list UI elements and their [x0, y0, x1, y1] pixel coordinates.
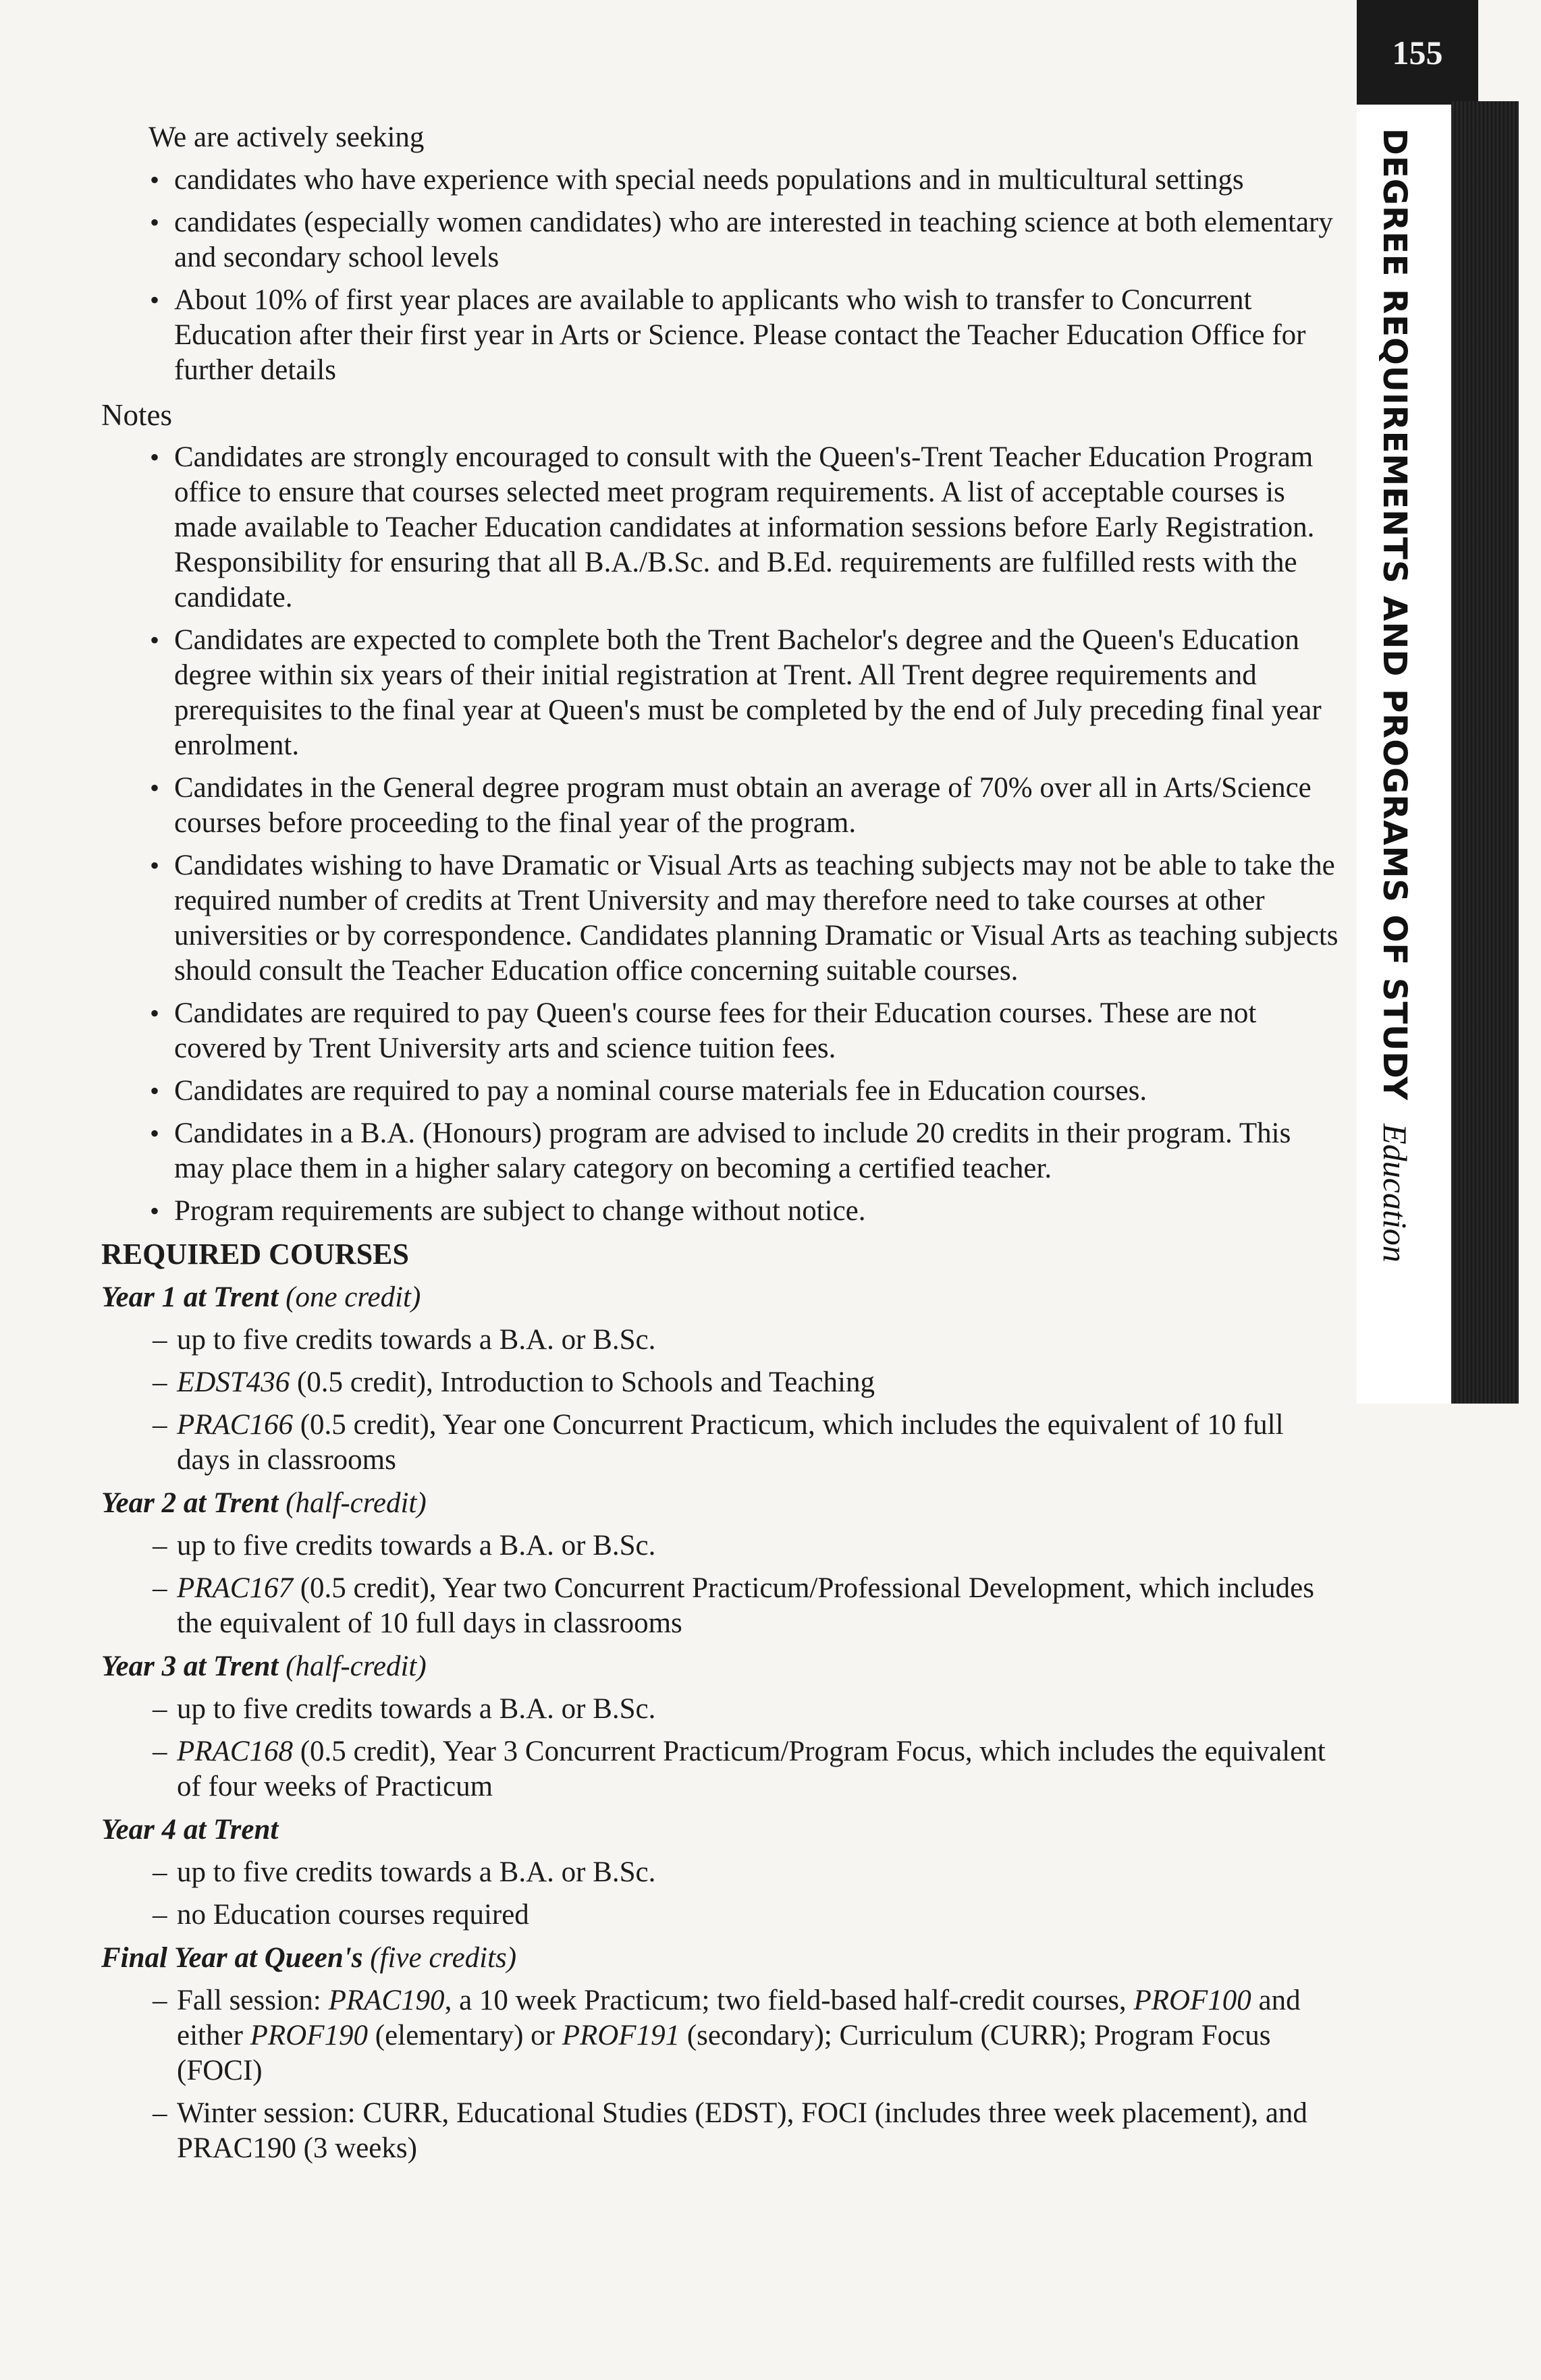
final-year-heading	[101, 1941, 1343, 1976]
list-item: – up to five credits towards a B.A. or B.Sc.	[153, 1324, 656, 1356]
list-item-text: Candidates wishing to have Dramatic or Visual Arts as teaching subjects may not be able to take the required number of credits at Trent University and may therefore need to take courses at other universities or by correspondence. Candidates planning Dramatic or Visual Arts as teaching subjects should consult the Teacher Education office concerning suitable courses.	[174, 850, 1339, 987]
list-item	[101, 283, 1343, 388]
year-title: Year 4 at Trent	[101, 1814, 279, 1846]
list-item	[101, 205, 1343, 275]
list-item: – up to five credits towards a B.A. or B.Sc.	[153, 1856, 656, 1888]
list-item: – PRAC167 (0.5 credit), Year two Concurrent Practicum/Professional Development, which includes the equivalent of 10 full days in classrooms	[153, 1572, 1314, 1639]
list-item	[101, 1194, 1343, 1229]
list-item	[101, 163, 1343, 198]
notes-list	[101, 440, 1343, 1229]
bullet-icon: •	[150, 1196, 160, 1226]
required-courses-heading: REQUIRED COURSES	[101, 1238, 409, 1271]
year-3-list	[101, 1692, 1343, 1804]
course-code: PROF191	[562, 2020, 680, 2051]
bullet-icon: •	[150, 998, 160, 1028]
list-item: – up to five credits towards a B.A. or B.Sc.	[153, 1530, 656, 1561]
list-item: – PRAC168 (0.5 credit), Year 3 Concurrent Practicum/Program Focus, which includes the equivalent of four weeks of Practicum	[153, 1736, 1326, 1802]
bullet-icon: •	[150, 165, 160, 195]
list-item: – up to five credits towards a B.A. or B.Sc.	[153, 1693, 656, 1725]
list-item	[101, 1074, 1343, 1109]
course-code: PRAC166	[177, 1409, 293, 1441]
list-item	[101, 996, 1343, 1066]
list-item-text: Candidates in a B.A. (Honours) program are advised to include 20 credits in their program. This may place them in a higher salary category on becoming a certified teacher.	[174, 1117, 1291, 1184]
list-item-text: Candidates in the General degree program must obtain an average of 70% over all in Arts/Science courses before proceeding to the final year of the program.	[174, 772, 1312, 839]
side-subsection-title: Education	[1376, 1124, 1414, 1263]
course-code: PRAC190	[328, 1985, 445, 2016]
course-code: PROF100	[1133, 1985, 1251, 2016]
bullet-icon: •	[150, 625, 160, 655]
year-title: Final Year at Queen's	[101, 1942, 363, 1974]
list-item	[101, 848, 1343, 989]
list-item-text: candidates who have experience with special needs populations and in multicultural settings	[174, 164, 1244, 196]
year-credit: (five credits)	[370, 1942, 517, 1974]
course-code: PRAC168	[177, 1736, 293, 1767]
year-title: Year 3 at Trent	[101, 1651, 279, 1682]
final-year-list	[101, 1983, 1343, 2166]
list-item	[101, 623, 1343, 763]
year-1-list	[101, 1323, 1343, 1478]
year-2-heading	[101, 1486, 1343, 1521]
year-credit: (half-credit)	[286, 1651, 427, 1682]
course-code: PROF190	[250, 2020, 368, 2051]
bullet-icon: •	[150, 850, 160, 881]
bullet-icon: •	[150, 1118, 160, 1149]
bullet-icon: •	[150, 773, 160, 803]
list-item: – EDST436 (0.5 credit), Introduction to Schools and Teaching	[153, 1366, 875, 1398]
year-credit: (half-credit)	[286, 1487, 427, 1519]
year-title: Year 1 at Trent	[101, 1281, 279, 1313]
course-code: PRAC167	[177, 1572, 293, 1604]
bullet-icon: •	[150, 285, 160, 315]
course-code: EDST436	[177, 1366, 290, 1398]
year-4-heading	[101, 1812, 1343, 1848]
year-2-list	[101, 1528, 1343, 1641]
list-item: – PRAC166 (0.5 credit), Year one Concurrent Practicum, which includes the equivalent of 10 full days in classrooms	[153, 1409, 1284, 1476]
side-section-heading	[1376, 128, 1415, 1263]
list-item	[101, 1116, 1343, 1186]
notes-heading: Notes	[101, 398, 172, 432]
year-1-heading	[101, 1280, 1343, 1315]
side-decorative-bar	[1451, 101, 1519, 1404]
year-4-list	[101, 1855, 1343, 1933]
bullet-icon: •	[150, 1076, 160, 1106]
list-item	[101, 440, 1343, 615]
year-credit: (one credit)	[286, 1281, 421, 1313]
list-item-text: Candidates are strongly encouraged to consult with the Queen's-Trent Teacher Education Program office to ensure that courses selected meet program requirements. A list of acceptable courses is made available to Teacher Education candidates at information sessions before Early Registration. Responsibility for ensuring that all B.A./B.Sc. and B.Ed. requirements are fulfilled rests with the candidate.	[174, 441, 1315, 613]
seeking-list	[101, 163, 1343, 388]
list-item	[101, 771, 1343, 841]
page-number: 155	[1357, 0, 1478, 105]
list-item-text: Program requirements are subject to change without notice.	[174, 1195, 866, 1227]
list-item: – Winter session: CURR, Educational Studies (EDST), FOCI (includes three week placement), and PRAC190 (3 weeks)	[153, 2097, 1307, 2164]
year-title: Year 2 at Trent	[101, 1487, 279, 1519]
list-item-text: candidates (especially women candidates) who are interested in teaching science at both elementary and secondary school levels	[174, 206, 1333, 273]
list-item-text: Candidates are expected to complete both the Trent Bachelor's degree and the Queen's Education degree within six years of their initial registration at Trent. All Trent degree requirements and prerequisites to the final year at Queen's must be completed by the end of July preceding final year enrolment.	[174, 624, 1322, 761]
bullet-icon: •	[150, 442, 160, 472]
list-item-text: Candidates are required to pay a nominal course materials fee in Education courses.	[174, 1075, 1147, 1107]
year-3-heading	[101, 1649, 1343, 1684]
list-item-text: Candidates are required to pay Queen's course fees for their Education courses. These are not covered by Trent University arts and science tuition fees.	[174, 997, 1257, 1064]
list-item: – Fall session: PRAC190, a 10 week Practicum; two field-based half-credit courses, PROF100 and either PROF190 (elementary) or PROF191 (secondary); Curriculum (CURR); Program Focus (FOCI)	[153, 1985, 1301, 2086]
page-content	[101, 120, 1343, 2166]
list-item: – no Education courses required	[153, 1899, 529, 1931]
side-section-title: DEGREE REQUIREMENTS AND PROGRAMS OF STUDY	[1376, 128, 1413, 1101]
list-item-text: About 10% of first year places are available to applicants who wish to transfer to Concurrent Education after their first year in Arts or Science. Please contact the Teacher Education Office for further details	[174, 284, 1306, 386]
bullet-icon: •	[150, 207, 160, 238]
intro-text: We are actively seeking	[148, 121, 425, 153]
